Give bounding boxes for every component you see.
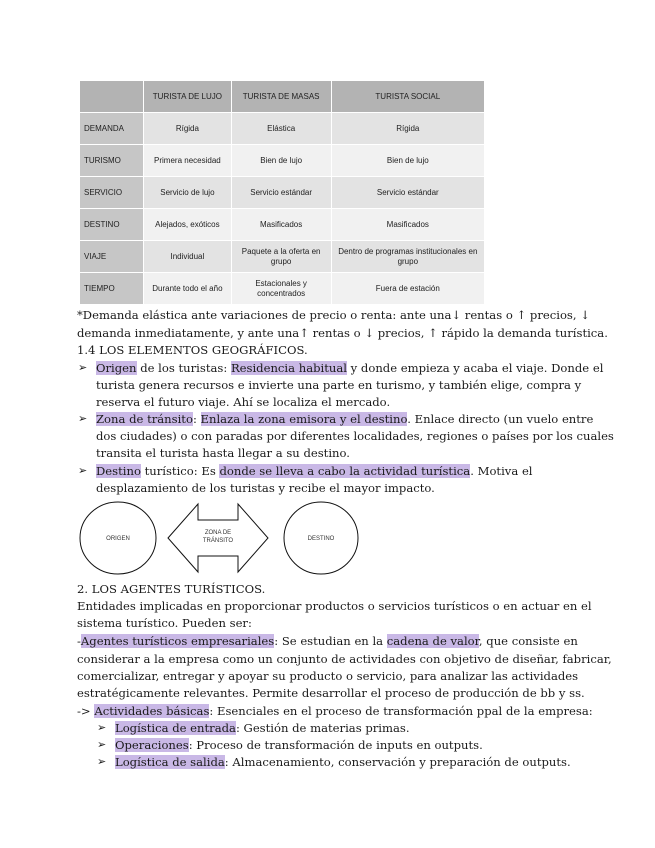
- table-cell: Servicio estándar: [331, 177, 484, 209]
- table-row: [80, 273, 485, 305]
- bullet-transito-line-3: transita el turista hasta llegar a su destino.: [96, 446, 350, 460]
- highlight-zona-transito: Zona de tránsito: [96, 412, 193, 426]
- bullet-origen-line-3: reserva el futuro viaje. Ahí se localiza el mercado.: [96, 395, 391, 409]
- bullet-arrow-icon: ➢: [78, 464, 88, 477]
- section-heading-1-4: 1.4 LOS ELEMENTOS GEOGRÁFICOS.: [77, 343, 308, 357]
- table-cell: Masificados: [231, 209, 331, 241]
- highlight-enlaza: Enlaza la zona emisora y el destino: [200, 412, 408, 426]
- table-cell: Primera necesidad: [144, 145, 232, 177]
- table-cell: Paquete a la oferta en grupo: [231, 241, 331, 273]
- transit-label-1: ZONA DE: [204, 530, 232, 536]
- sub-bullet-logistica-salida: Logística de salida: Almacenamiento, conservación y preparación de outputs.: [115, 755, 571, 769]
- origin-label: ORIGEN: [106, 536, 130, 542]
- highlight-term: Logística de salida: [115, 755, 225, 769]
- intro-line-2: sistema turístico. Pueden ser:: [77, 616, 252, 630]
- highlight-term: Logística de entrada: [115, 721, 236, 735]
- intro-line-1: Entidades implicadas en proporcionar productos o servicios turísticos o en actuar en el: [77, 599, 592, 613]
- table-cell: Individual: [144, 241, 232, 273]
- highlight-term: Operaciones: [115, 738, 189, 752]
- highlight-residencia: Residencia habitual: [230, 361, 347, 375]
- table-cell: Fuera de estación: [331, 273, 484, 305]
- agentes-paragraph: -Agentes turísticos empresariales: Se estudian en la cadena de valor, que consiste en: [77, 634, 578, 648]
- bullet-destino: Destino turístico: Es donde se lleva a cabo la actividad turística. Motiva el: [96, 464, 533, 478]
- bullet-arrow-icon: ➢: [78, 412, 88, 425]
- table-row: [80, 177, 485, 209]
- table-row-header: TIEMPO: [80, 273, 144, 305]
- table-cell: Rígida: [144, 113, 232, 145]
- table-cell: Estacionales y concentrados: [231, 273, 331, 305]
- table-cell: Bien de lujo: [331, 145, 484, 177]
- bullet-origen-line-2: turista genera recursos e invierte una parte en turismo, y también elige, compra y: [96, 378, 582, 392]
- table-row-header: TURISMO: [80, 145, 144, 177]
- destination-label: DESTINO: [307, 536, 335, 542]
- table-cell: Dentro de programas institucionales en grupo: [331, 241, 484, 273]
- table-row: [80, 113, 485, 145]
- table-header-cell: TURISTA DE LUJO: [144, 81, 232, 113]
- table-row-header: VIAJE: [80, 241, 144, 273]
- table-row-header: DEMANDA: [80, 113, 144, 145]
- agentes-line-4: estratégicamente relevantes. Permite desarrollar el proceso de producción de bb y ss.: [77, 686, 585, 700]
- table-row: [80, 241, 485, 273]
- agentes-line-3: comercializar, entregar y apoyar su producto o servicio, para analizar las actividades: [77, 669, 579, 683]
- table-cell: Durante todo el año: [144, 273, 232, 305]
- table-cell: Servicio de lujo: [144, 177, 232, 209]
- table-corner-cell: [80, 81, 144, 113]
- highlight-cadena-valor: cadena de valor: [386, 634, 479, 648]
- table-header-row: [80, 81, 485, 113]
- bullet-arrow-icon: ➢: [78, 361, 88, 374]
- highlight-agentes: Agentes turísticos empresariales: [80, 634, 275, 648]
- table-cell: Alejados, exóticos: [144, 209, 232, 241]
- actividades-basicas: -> Actividades básicas: Esenciales en el proceso de transformación ppal de la empresa:: [77, 704, 593, 718]
- highlight-actividades-basicas: Actividades básicas: [94, 704, 210, 718]
- elastic-demand-note-line-2: demanda inmediatamente, y ante una↑ rentas o ↓ precios, ↑ rápido la demanda turística.: [77, 326, 608, 340]
- geographic-elements-diagram: [78, 500, 368, 578]
- sub-bullet-logistica-entrada: Logística de entrada: Gestión de materias primas.: [115, 721, 410, 735]
- highlight-destino: Destino: [96, 464, 141, 478]
- table-cell: Rígida: [331, 113, 484, 145]
- table-cell: Masificados: [331, 209, 484, 241]
- section-heading-2: 2. LOS AGENTES TURÍSTICOS.: [77, 582, 266, 596]
- table-header-cell: TURISTA DE MASAS: [231, 81, 331, 113]
- bullet-destino-line-2: desplazamiento de los turistas y recibe el mayor impacto.: [96, 481, 435, 495]
- table-row: [80, 145, 485, 177]
- transit-label-2: TRÁNSITO: [202, 538, 234, 544]
- tourist-types-table: [79, 80, 485, 305]
- bullet-transito: Zona de tránsito: Enlaza la zona emisora y el destino. Enlace directo (un vuelo entre: [96, 412, 594, 426]
- table-cell: Bien de lujo: [231, 145, 331, 177]
- bullet-origen: Origen de los turistas: Residencia habitual y donde empieza y acaba el viaje. Donde el: [96, 361, 604, 375]
- table-row-header: SERVICIO: [80, 177, 144, 209]
- table-cell: Servicio estándar: [231, 177, 331, 209]
- table-header-cell: TURISTA SOCIAL: [331, 81, 484, 113]
- bullet-arrow-icon: ➢: [97, 738, 107, 751]
- sub-bullet-operaciones: Operaciones: Proceso de transformación de inputs en outputs.: [115, 738, 483, 752]
- table-row: [80, 209, 485, 241]
- table-cell: Elástica: [231, 113, 331, 145]
- table-row-header: DESTINO: [80, 209, 144, 241]
- bullet-transito-line-2: dos ciudades) o con paradas por diferentes localidades, regiones o países por los cuales: [96, 429, 614, 443]
- highlight-origen: Origen: [96, 361, 137, 375]
- elastic-demand-note-line-1: *Demanda elástica ante variaciones de precio o renta: ante una↓ rentas o ↑ precios, ↓: [77, 308, 590, 322]
- bullet-arrow-icon: ➢: [97, 721, 107, 734]
- agentes-line-2: considerar a la empresa como un conjunto de actividades con objetivo de diseñar, fabricar,: [77, 652, 612, 666]
- bullet-arrow-icon: ➢: [97, 755, 107, 768]
- highlight-actividad: donde se lleva a cabo la actividad turística: [219, 464, 471, 478]
